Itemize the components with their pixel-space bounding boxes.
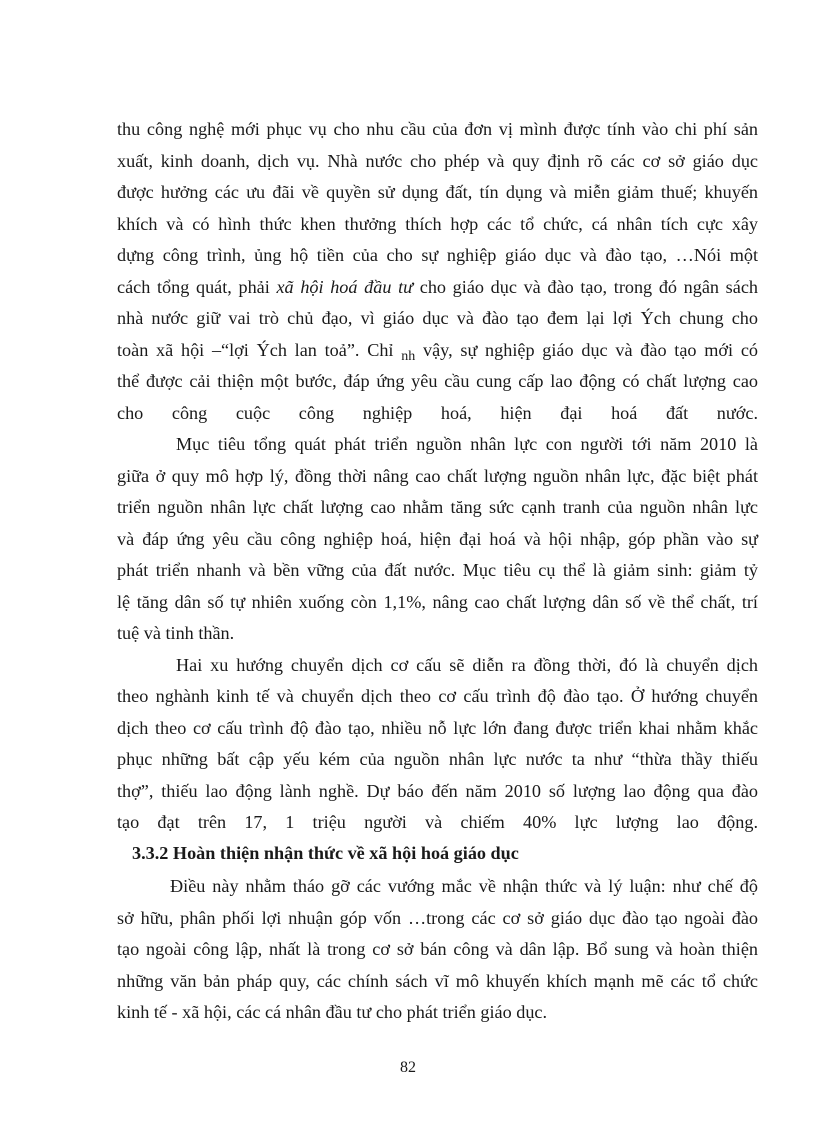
page-number: 82	[400, 1059, 416, 1076]
text-line	[117, 338, 758, 369]
text-line: khích và có hình thức khen thưởng thích hợp các tổ chức, cá nhân tích cực xây	[117, 214, 758, 234]
italic-term: xã hội hoá đầu tư	[276, 277, 414, 297]
text-line: và đáp ứng yêu cầu công nghiệp hoá, hiện đại hoá và hội nhập, góp phần vào sự	[117, 529, 758, 549]
section-heading: 3.3.2 Hoàn thiện nhận thức về xã hội hoá giáo dục	[132, 843, 519, 863]
text-line: tạo ngoài công lập, nhất là trong cơ sở bán công và dân lập. Bổ sung và hoàn thiện	[117, 939, 758, 959]
text-line: lệ tăng dân số tự nhiên xuống còn 1,1%, nâng cao chất lượng dân số về thể chất, trí	[117, 592, 758, 612]
text-line: tuệ và tinh thần.	[117, 623, 235, 643]
text-line: tạo đạt trên 17, 1 triệu người và chiếm 40% lực lượng lao động.	[117, 812, 758, 832]
text-run: cho giáo dục và đào tạo, trong đó ngân sách	[413, 277, 758, 297]
text-line: những văn bản pháp quy, các chính sách vĩ mô khuyến khích mạnh mẽ các tổ chức	[117, 971, 758, 991]
text-line: được hưởng các ưu đãi về quyền sử dụng đất, tín dụng và miễn giảm thuế; khuyến	[117, 182, 758, 202]
text-line: giữa ở quy mô hợp lý, đồng thời nâng cao chất lượng nguồn nhân lực, đặc biệt phát	[117, 466, 758, 486]
text-run: cách tổng quát, phải	[117, 277, 277, 297]
text-line: sở hữu, phân phối lợi nhuận góp vốn …trong các cơ sở giáo dục đào tạo ngoài đào	[117, 908, 758, 928]
text-line: thu công nghệ mới phục vụ cho nhu cầu của đơn vị mình được tính vào chi phí sản	[117, 119, 758, 139]
text-run: toàn xã hội –“lợi Ých lan toả”. Chỉ	[117, 340, 402, 360]
text-run: vậy, sự nghiệp giáo dục và đào tạo mới có	[415, 340, 759, 360]
text-line: triển nguồn nhân lực chất lượng cao nhằm tăng sức cạnh tranh của nguồn nhân lực	[117, 497, 758, 517]
text-line: xuất, kinh doanh, dịch vụ. Nhà nước cho phép và quy định rõ các cơ sở giáo dục	[117, 151, 758, 171]
text-line: theo nghành kinh tế và chuyển dịch theo cơ cấu trình độ đào tạo. Ở hướng chuyển	[117, 686, 758, 706]
text-line: thể được cải thiện một bước, đáp ứng yêu cầu cung cấp lao động có chất lượng cao	[117, 371, 758, 391]
text-line: dựng công trình, ủng hộ tiền của cho sự nghiệp giáo dục và đào tạo, …Nói một	[117, 245, 758, 265]
text-line: Điều này nhằm tháo gỡ các vướng mắc về nhận thức và lý luận: như chế độ	[170, 876, 758, 896]
text-line: phục những bất cập yếu kém của nguồn nhân lực nước ta như “thừa thầy thiếu	[117, 749, 758, 769]
text-line: nhà nước giữ vai trò chủ đạo, vì giáo dục và đào tạo đem lại lợi Ých chung cho	[117, 308, 758, 328]
text-line: Hai xu hướng chuyển dịch cơ cấu sẽ diễn ra đồng thời, đó là chuyển dịch	[176, 655, 758, 675]
text-line: dịch theo cơ cấu trình độ đào tạo, nhiều nỗ lực lớn đang được triển khai nhằm khắc	[117, 718, 758, 738]
text-line: phát triển nhanh và bền vững của đất nước. Mục tiêu cụ thể là giảm sinh: giảm tỷ	[117, 560, 758, 580]
text-line: cho công cuộc công nghiệp hoá, hiện đại hoá đất nước.	[117, 403, 758, 423]
misplaced-fragment: nh	[401, 349, 416, 364]
text-line: thợ”, thiếu lao động lành nghề. Dự báo đến năm 2010 số lượng lao động qua đào	[117, 781, 758, 801]
text-line: kinh tế - xã hội, các cá nhân đầu tư cho phát triển giáo dục.	[117, 1002, 548, 1022]
text-line: Mục tiêu tổng quát phát triển nguồn nhân lực con người tới năm 2010 là	[176, 434, 758, 454]
text-line	[117, 275, 758, 299]
